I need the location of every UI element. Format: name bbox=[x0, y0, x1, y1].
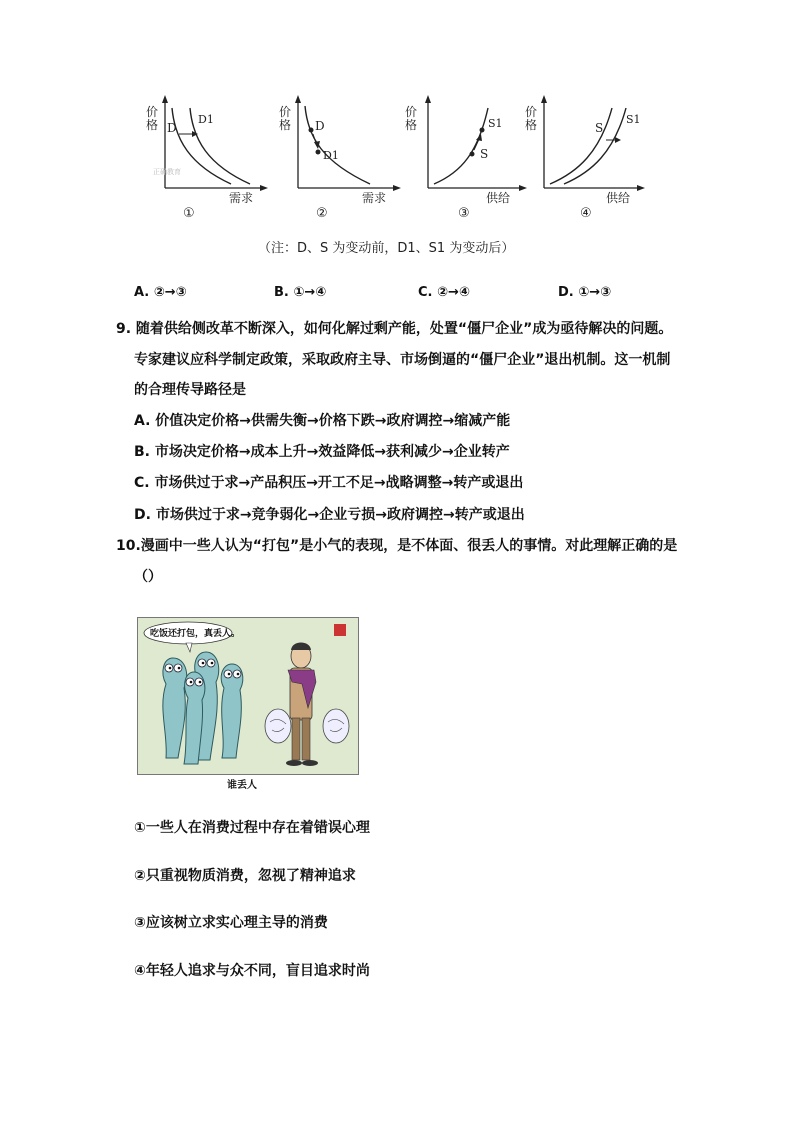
q9-line-1: 9. 随着供给侧改革不断深入，如何化解过剩产能，处置“僵尸企业”成为亟待解决的问题。 bbox=[116, 321, 673, 337]
cartoon-seal bbox=[334, 624, 346, 636]
graph-3-curve1-label: S bbox=[480, 147, 489, 161]
graph-2-curve-d bbox=[305, 106, 370, 184]
graph-4-curve-s bbox=[550, 108, 612, 184]
graph-4-shift-arrowhead bbox=[615, 137, 621, 143]
graph-2 bbox=[278, 100, 408, 230]
cartoon-drawing bbox=[138, 618, 358, 774]
graph-4-ylabel: 价格 bbox=[524, 105, 537, 132]
q10-line-1: 10.漫画中一些人认为“打包”是小气的表现，是不体面、很丢人的事情。对此理解正确的是 bbox=[116, 538, 678, 554]
cartoon-bubble-text: 吃饭还打包，真丢人。 bbox=[150, 629, 241, 639]
graph-2-curve2-label: D1 bbox=[323, 149, 339, 162]
graph-3-point-s bbox=[470, 152, 475, 157]
graph-3-curve2-label: S1 bbox=[488, 117, 503, 130]
cartoon-image bbox=[137, 617, 359, 775]
graph-2-ylabel: 价格 bbox=[278, 105, 291, 132]
cartoon-bag-right bbox=[323, 709, 349, 743]
q9-option-d: D. 市场供过于求→竞争弱化→企业亏损→政府调控→转产或退出 bbox=[134, 507, 525, 523]
q9-option-c: C. 市场供过于求→产品积压→开工不足→战略调整→转产或退出 bbox=[134, 475, 524, 491]
graph-1-x-arrow bbox=[260, 185, 268, 191]
graph-3-point-s1 bbox=[480, 128, 485, 133]
graph-3-caption: ③ bbox=[458, 206, 470, 221]
graph-3-curve-s bbox=[434, 108, 488, 184]
cartoon-title: 谁丢人 bbox=[227, 780, 257, 791]
graph-3-ylabel: 价格 bbox=[404, 105, 417, 132]
q9-option-a: A. 价值决定价格→供需失衡→价格下跌→政府调控→缩减产能 bbox=[134, 413, 511, 429]
q9-line-2: 专家建议应科学制定政策，采取政府主导、市场倒逼的“僵尸企业”退出机制。这一机制 bbox=[134, 352, 671, 368]
graph-note: （注：D、S 为变动前，D1、S1 为变动后） bbox=[258, 241, 515, 256]
graph-4-y-arrow bbox=[541, 95, 547, 103]
graph-1-curve1-label: D bbox=[167, 121, 177, 135]
q10-statement-3: ③应该树立求实心理主导的消费 bbox=[134, 915, 328, 931]
q10-statement-2: ②只重视物质消费，忽视了精神追求 bbox=[134, 868, 356, 884]
q10-statement-1: ①一些人在消费过程中存在着错误心理 bbox=[134, 820, 370, 836]
graph-3-xlabel: 供给 bbox=[486, 191, 511, 205]
q10-statement-4: ④年轻人追求与众不同，盲目追求时尚 bbox=[134, 963, 370, 979]
graph-2-point-d bbox=[309, 128, 314, 133]
graph-2-svg bbox=[278, 100, 408, 230]
graph-1 bbox=[145, 100, 275, 230]
graph-4-x-arrow bbox=[637, 185, 645, 191]
q8-option-a: A. ②→③ bbox=[134, 285, 187, 300]
q8-option-c: C. ②→④ bbox=[418, 285, 470, 300]
q10-line-2: （） bbox=[134, 569, 162, 585]
graph-2-point-d1 bbox=[316, 150, 321, 155]
graph-1-xlabel: 需求 bbox=[229, 191, 254, 205]
graph-4-curve1-label: S bbox=[595, 121, 604, 135]
graph-4 bbox=[522, 100, 652, 230]
graph-3 bbox=[400, 100, 530, 230]
graph-4-xlabel: 供给 bbox=[606, 191, 631, 205]
q9-option-b: B. 市场决定价格→成本上升→效益降低→获利减少→企业转产 bbox=[134, 444, 510, 460]
q8-option-b: B. ①→④ bbox=[274, 285, 327, 300]
graph-3-move-arrowhead bbox=[476, 134, 482, 141]
graph-2-caption: ② bbox=[316, 206, 328, 221]
graph-1-ylabel: 价格 bbox=[145, 105, 158, 132]
q8-option-d: D. ①→③ bbox=[558, 285, 612, 300]
graph-1-caption: ① bbox=[183, 206, 195, 221]
graph-1-y-arrow bbox=[162, 95, 168, 103]
graph-4-curve2-label: S1 bbox=[626, 113, 641, 126]
graph-2-y-arrow bbox=[295, 95, 301, 103]
graph-2-xlabel: 需求 bbox=[362, 191, 387, 205]
graph-1-watermark: 正确教育 bbox=[153, 168, 181, 176]
graph-3-y-arrow bbox=[425, 95, 431, 103]
graph-4-caption: ④ bbox=[580, 206, 592, 221]
graph-2-curve1-label: D bbox=[315, 119, 325, 133]
graph-4-curve-s1 bbox=[564, 108, 626, 184]
cartoon-bag-left bbox=[265, 709, 291, 743]
q9-line-3: 的合理传导路径是 bbox=[134, 382, 246, 398]
graph-1-curve2-label: D1 bbox=[198, 113, 214, 126]
